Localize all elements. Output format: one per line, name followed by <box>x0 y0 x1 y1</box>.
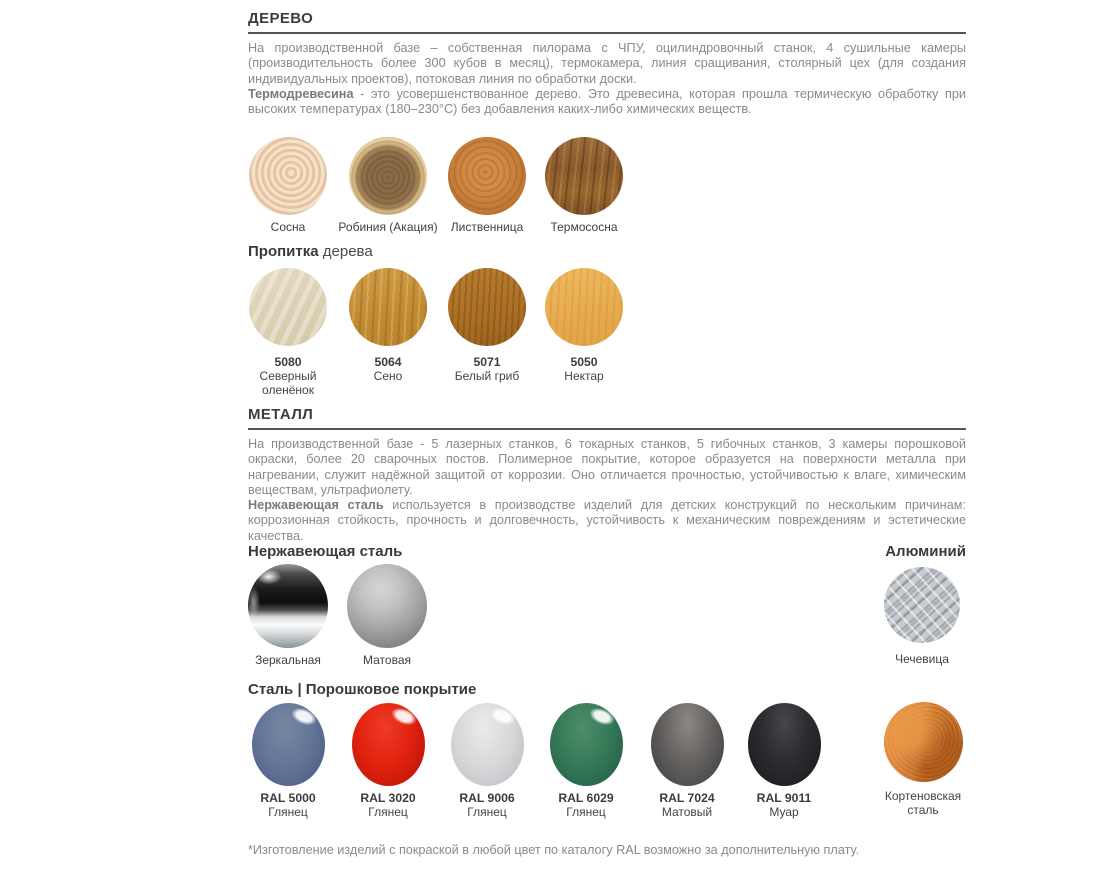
corten-circle <box>884 702 963 782</box>
diamond-plate-circle <box>884 567 960 643</box>
aluminum-title: Алюминий <box>885 543 966 560</box>
impregnation-name: Северный оленёнок <box>259 369 317 397</box>
swatch-label: Сосна <box>270 220 306 234</box>
wood-intro-paragraph <box>248 41 966 87</box>
swatch-label: Робиния (Акация) <box>338 220 438 234</box>
ral-code: RAL 5000 <box>260 791 316 805</box>
swatch-label: Лиственница <box>450 220 524 234</box>
ral-code: RAL 9011 <box>756 791 812 805</box>
impregnation-title <box>248 243 966 260</box>
impregnation-title-rest: дерева <box>318 243 373 260</box>
ral6029-circle <box>550 703 623 786</box>
impregnation-code: 5050 <box>570 355 598 369</box>
swatch-label: Чечевица <box>895 652 949 666</box>
ral-code: RAL 6029 <box>558 791 614 805</box>
ral-finish: Матовый <box>661 805 713 819</box>
powder-swatch-corten <box>863 702 983 817</box>
ral9006-circle <box>451 703 524 786</box>
swatch-label <box>724 791 844 819</box>
ral-finish: Глянец <box>566 805 606 819</box>
thermowood-text: - это усовершенствованное дерево. Это древесина, которая прошла термическую обработку при высоких температурах (180–230°C) без добавления каких-либо химических веществ. <box>248 86 966 117</box>
ral-code: RAL 9006 <box>459 791 515 805</box>
wood-swatch-thermopine <box>524 137 644 234</box>
metal-section-text <box>248 437 966 544</box>
stainless-title: Нержавеющая сталь <box>248 543 403 560</box>
powder-swatch-ral9011 <box>724 703 844 819</box>
mirror-sphere <box>248 564 328 648</box>
ral-finish: Глянец <box>268 805 308 819</box>
ral-finish: Муар <box>769 805 799 819</box>
powder-title: Сталь | Порошковое покрытие <box>248 681 477 698</box>
swatch-label <box>524 355 644 383</box>
ral-finish: Глянец <box>368 805 408 819</box>
impregnation-circle-5071 <box>448 268 526 346</box>
stainless-paragraph <box>248 498 966 544</box>
ral-code: RAL 3020 <box>360 791 416 805</box>
impregnation-title-bold: Пропитка <box>248 243 319 260</box>
impregnation-swatch-5050 <box>524 268 644 383</box>
stainless-term: Нержавеющая сталь <box>248 498 384 513</box>
stainless-swatch-matte <box>327 564 447 667</box>
impregnation-name: Нектар <box>564 369 604 383</box>
thermowood-term: Термодревесина <box>248 86 354 101</box>
thermowood-paragraph <box>248 87 966 118</box>
robinia-swatch-circle <box>349 137 427 215</box>
wood-intro-text: На производственной базе – собственная пилорама с ЧПУ, оцилиндровочный станок, 4 сушильные камеры (производительность более 300 кубов в месяц), термокамера, линия сращивания, столярный цех (для создания индивидуальных проектов), потоковая линия по обработки доски. <box>248 41 966 86</box>
ral-footnote: *Изготовление изделий с покраской в любой цвет по каталогу RAL возможно за дополнительную плату. <box>248 843 860 857</box>
impregnation-circle-5064 <box>349 268 427 346</box>
swatch-label: Термососна <box>550 220 618 234</box>
impregnation-name: Сено <box>373 369 403 383</box>
larch-swatch-circle <box>448 137 526 215</box>
impregnation-name: Белый гриб <box>454 369 520 383</box>
ral3020-circle <box>352 703 425 786</box>
metal-intro-paragraph <box>248 437 966 498</box>
swatch-label <box>863 789 983 817</box>
impregnation-code: 5071 <box>473 355 501 369</box>
pine-swatch-circle <box>249 137 327 215</box>
thermopine-swatch-circle <box>545 137 623 215</box>
wood-section-title: ДЕРЕВО <box>248 10 966 34</box>
ral-finish: Глянец <box>467 805 507 819</box>
matte-sphere <box>347 564 427 648</box>
corten-name: Кортеновская сталь <box>884 789 962 817</box>
wood-section-text <box>248 41 966 117</box>
ral-code: RAL 7024 <box>659 791 715 805</box>
aluminum-swatch-diamond <box>862 567 982 666</box>
metal-section-title: МЕТАЛЛ <box>248 406 966 430</box>
ral5000-circle <box>252 703 325 786</box>
impregnation-circle-5080 <box>249 268 327 346</box>
swatch-label: Матовая <box>363 653 411 667</box>
stainless-text: используется в производстве изделий для детских конструкций по нескольким причинам: коррозионная стойкость, прочность и долговечность, устойчивость к механическим повреждениям и эстетические качества. <box>248 498 966 543</box>
ral9011-circle <box>748 703 821 786</box>
impregnation-code: 5080 <box>274 355 302 369</box>
impregnation-code: 5064 <box>374 355 402 369</box>
swatch-label: Зеркальная <box>255 653 321 667</box>
ral7024-circle <box>651 703 724 786</box>
impregnation-circle-5050 <box>545 268 623 346</box>
metal-intro-text: На производственной базе - 5 лазерных станков, 6 токарных станков, 5 гибочных станков, 3 камеры порошковой окраски, более 20 сварочных постов. Полимерное покрытие, которое образуется на поверхности металла при нагревании, служит надёжной защитой от коррозии. Оно отличается прочностью, устойчивостью к влаге, химическим веществам, ультрафиолету. <box>248 437 966 497</box>
